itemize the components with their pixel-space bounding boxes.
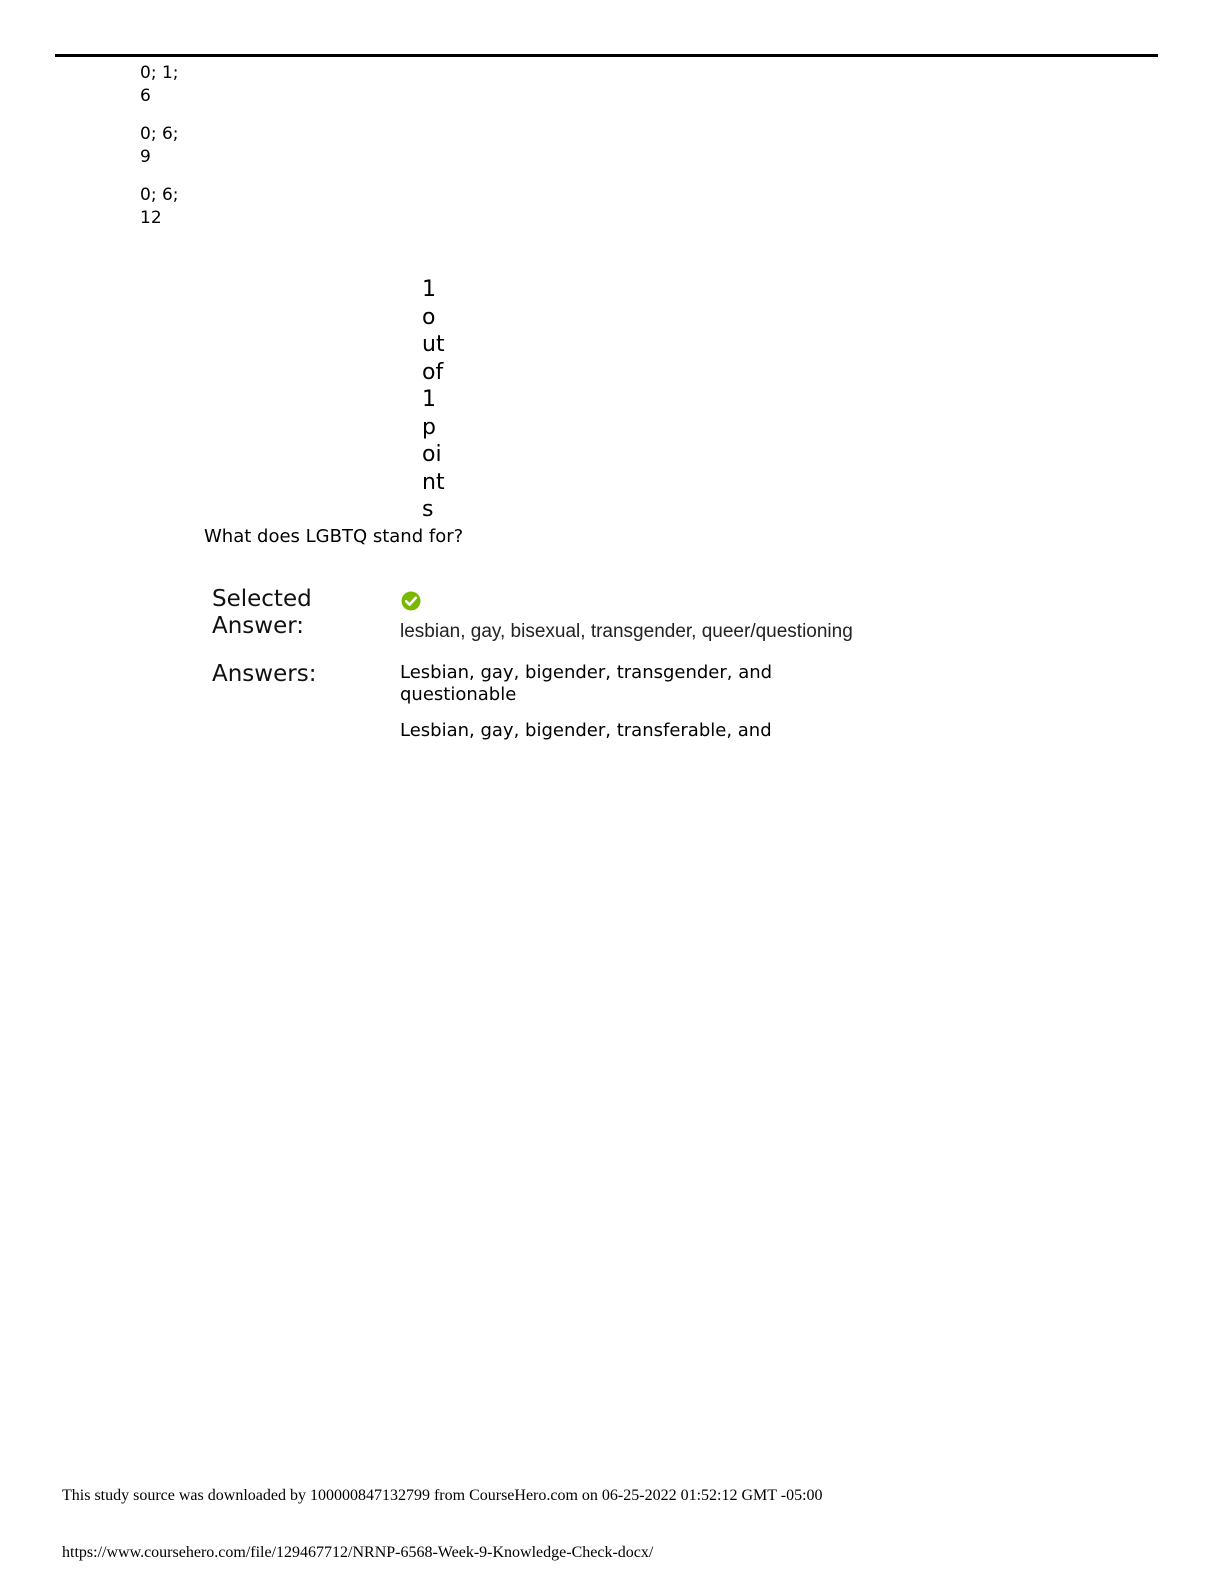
answer-option: Lesbian, gay, bigender, transferable, and [400, 720, 772, 741]
source-url: https://www.coursehero.com/file/129467712/NRNP-6568-Week-9-Knowledge-Check-docx/ [62, 1544, 654, 1561]
selected-answer-label: Selected Answer: [212, 586, 312, 639]
previous-answer-option: 0; 6; 9 [140, 124, 179, 167]
top-rule [55, 54, 1158, 57]
previous-answer-option: 0; 6; 12 [140, 185, 179, 228]
download-notice: This study source was downloaded by 100000847132799 from CourseHero.com on 06-25-2022 01:52:12 GMT -05:00 [62, 1487, 823, 1504]
question-text: What does LGBTQ stand for? [204, 526, 464, 547]
selected-answer-text: lesbian, gay, bisexual, transgender, queer/questioning [400, 621, 853, 642]
previous-answer-option: 0; 1; 6 [140, 63, 179, 106]
answers-label: Answers: [212, 661, 317, 687]
answer-option: Lesbian, gay, bigender, transgender, and questionable [400, 662, 773, 705]
previous-answer-options [140, 62, 200, 245]
check-circle-icon [401, 591, 421, 611]
points-score: 1 o ut of 1 p oi nt s [422, 277, 445, 522]
